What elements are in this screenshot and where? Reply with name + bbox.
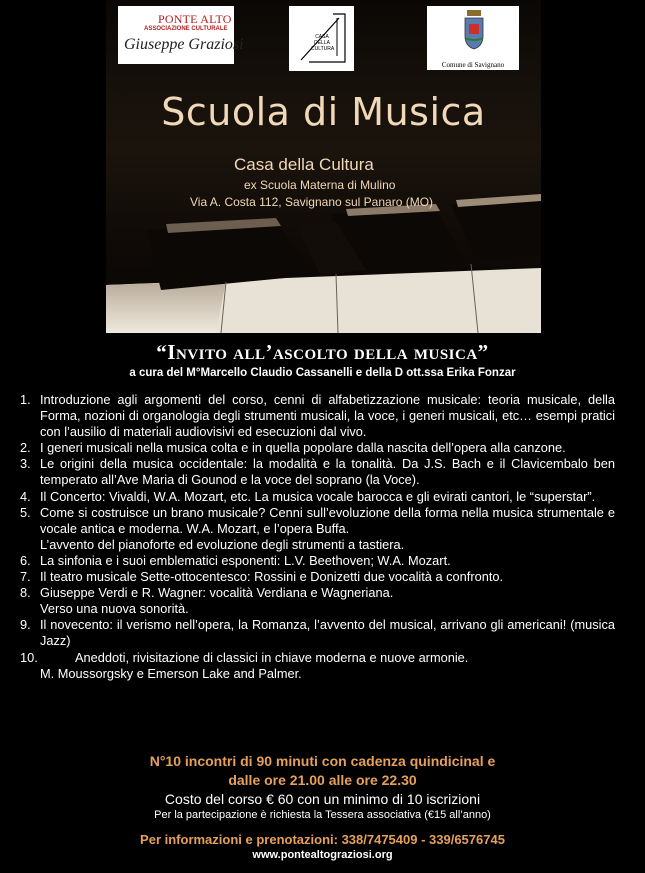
cost-info: Costo del corso € 60 con un minimo di 10 iscrizioni <box>164 791 481 807</box>
list-item <box>20 585 615 617</box>
item-number: 10. <box>20 649 38 665</box>
venue-subtitle: ex Scuola Materna di Mulino <box>244 178 396 192</box>
venue-name: Casa della Cultura <box>234 155 374 174</box>
venue-address: Via A. Costa 112, Savignano sul Panaro (MO) <box>190 195 434 209</box>
item-text: Aneddoti, rivisitazione di classici in chiave moderna e nuove armonie. <box>75 649 469 665</box>
item-text: Introduzione agli argomenti del corso, cenni di alfabetizzazione musicale: teoria musicale, della Forma, nozioni di organologia degli strumenti musicali, la voce, i generi musicali, etc… esempi pratici con l’ausilio di materiali audiovisivi ed esecuzioni dal vivo. <box>40 392 615 440</box>
casa-cultura-logo <box>289 6 354 71</box>
course-topics-list <box>20 392 615 682</box>
list-item-continuation <box>20 666 615 682</box>
item-text: M. Moussorgsky e Emerson Lake and Palmer. <box>40 665 302 681</box>
list-item <box>20 650 615 666</box>
ponte-alto-logo <box>118 6 244 64</box>
item-text: Il teatro musicale Sette-ottocentesco: Rossini e Donizetti due vocalità a confronto. <box>40 569 504 585</box>
item-text: Giuseppe Verdi e R. Wagner: vocalità Verdiana e Wagneriana. <box>40 585 394 601</box>
item-number: 8. <box>20 585 31 601</box>
ponte-alto-name: PONTE ALTO <box>158 12 232 26</box>
item-number: 4. <box>20 488 31 504</box>
comune-savignano-logo <box>427 6 519 70</box>
website-link[interactable]: www.pontealtograziosi.org <box>252 849 393 861</box>
item-number: 9. <box>20 617 31 633</box>
item-text: Il novecento: il verismo nell’opera, la Romanza, l’avvento del musical, arrivano gli americani! (musica Jazz) <box>40 617 615 649</box>
item-number: 2. <box>20 440 31 456</box>
list-item <box>20 392 615 440</box>
school-title: Scuola di Musica <box>161 90 486 134</box>
course-info-footer <box>0 752 645 863</box>
membership-info: Per la partecipazione è richiesta la Tessera associativa (€15 all’anno) <box>154 809 491 821</box>
item-number: 3. <box>20 456 31 472</box>
ponte-alto-subtitle: ASSOCIAZIONE CULTURALE <box>144 26 228 32</box>
item-text: L’avvento del pianoforte ed evoluzione degli strumenti a tastiera. <box>40 536 405 552</box>
curator-line: a cura del M°Marcello Claudio Cassanelli e della D ott.ssa Erika Fonzar <box>129 367 516 379</box>
item-number: 5. <box>20 504 31 520</box>
ponte-alto-signature: Giuseppe Graziosi <box>124 36 244 53</box>
list-item <box>20 569 615 585</box>
contact-info: Per informazioni e prenotazioni: 338/7475409 - 339/6576745 <box>140 832 505 847</box>
item-text: I generi musicali nella musica colta e in quella popolare dalla nascita dell’opera alla canzone. <box>40 440 566 456</box>
list-item <box>20 505 615 553</box>
comune-label: Comune di Savignano <box>441 61 505 69</box>
item-number: 1. <box>20 392 31 407</box>
item-text: Le origini della musica occidentale: la modalità e la tonalità. Da J.S. Bach e il Clavicembalo ben temperato all’Ave Maria di Gounod e la voce del soprano (la Voce). <box>40 456 615 488</box>
invite-heading: “Invito all’ascolto della musica” <box>156 340 489 364</box>
list-item <box>20 440 615 456</box>
sessions-info: N°10 incontri di 90 minuti con cadenza quindicinal e <box>149 753 496 769</box>
item-text: Come si costruisce un brano musicale? Cenni sull’evoluzione della forma nella musica strumentale e vocale antica e moderna. W.A. Mozart, e l’opera Buffa. <box>40 504 615 536</box>
item-text: La sinfonia e i suoi emblematici esponenti: L.V. Beethoven; W.A. Mozart. <box>40 552 451 568</box>
item-text: Verso una nuova sonorità. <box>40 601 189 617</box>
list-item <box>20 456 615 488</box>
item-number: 7. <box>20 569 31 585</box>
list-item <box>20 553 615 569</box>
coat-of-arms-icon <box>463 10 485 50</box>
item-text: Il Concerto: Vivaldi, W.A. Mozart, etc. La musica vocale barocca e gli evirati cantori, le “superstar”. <box>40 488 596 504</box>
list-item <box>20 489 615 505</box>
hours-info: dalle ore 21.00 alle ore 22.30 <box>228 772 417 788</box>
list-item <box>20 617 615 649</box>
casa-cultura-label: CASA DELLA CULTURA <box>311 34 335 52</box>
item-number: 6. <box>20 552 31 568</box>
hero-banner <box>106 0 541 333</box>
